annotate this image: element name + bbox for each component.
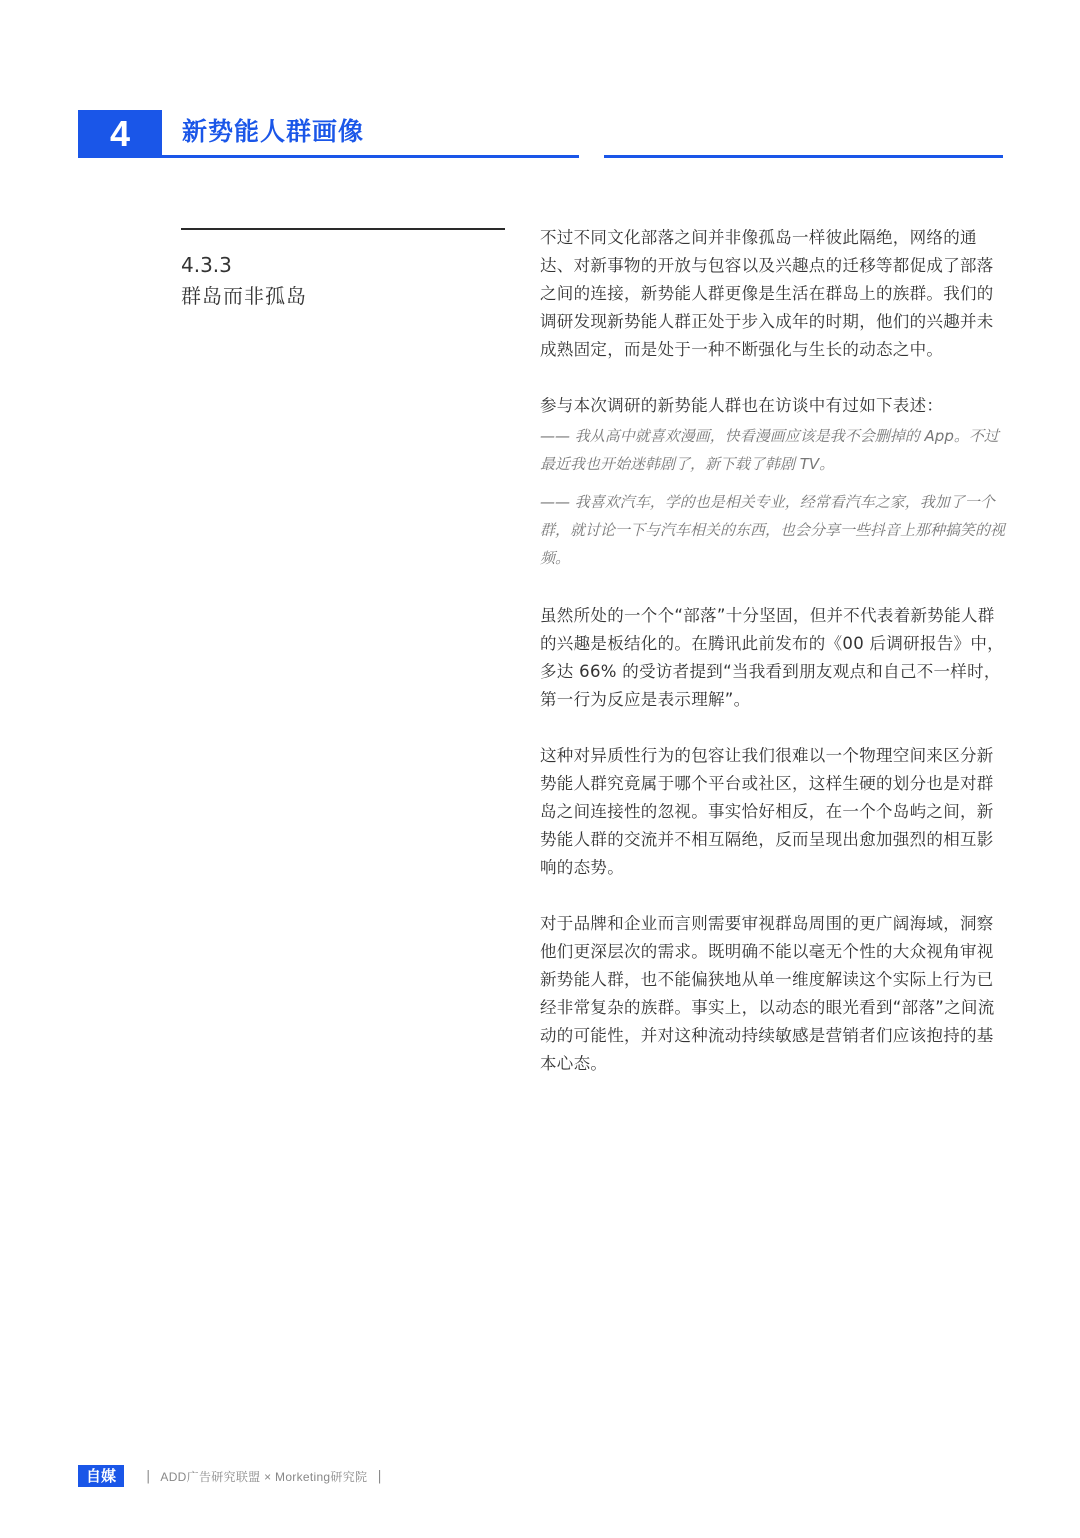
interview-quote-1: —— 我从高中就喜欢漫画，快看漫画应该是我不会删掉的 App。不过最近我也开始迷韩剧了，新下载了韩剧 TV。 bbox=[540, 427, 999, 473]
page-footer bbox=[78, 1465, 382, 1487]
section-title: 群岛而非孤岛 bbox=[181, 284, 307, 308]
header-rule-right bbox=[604, 155, 1003, 158]
paragraph-5: 对于品牌和企业而言则需要审视群岛周围的更广阔海域，洞察他们更深层次的需求。既明确不能以毫无个性的大众视角审视新势能人群，也不能偏狭地从单一维度解读这个实际上行为已经非常复杂的族群。事实上，以动态的眼光看到“部落”之间流动的可能性，并对这种流动持续敏感是营销者们应该抱持的基本心态。 bbox=[540, 914, 995, 1073]
paragraph-1: 不过不同文化部落之间并非像孤岛一样彼此隔绝，网络的通达、对新事物的开放与包容以及兴趣点的迁移等都促成了部落之间的连接，新势能人群更像是生活在群岛上的族群。我们的调研发现新势能人群正处于步入成年的时期，他们的兴趣并未成熟固定，而是处于一种不断强化与生长的动态之中。 bbox=[540, 228, 994, 359]
body-column bbox=[540, 224, 1006, 1106]
paragraph-4: 这种对异质性行为的包容让我们很难以一个物理空间来区分新势能人群究竟属于哪个平台或社区，这样生硬的划分也是对群岛之间连接性的忽视。事实恰好相反，在一个个岛屿之间，新势能人群的交流并不相互隔绝，反而呈现出愈加强烈的相互影响的态势。 bbox=[540, 746, 994, 877]
section-number: 4.3.3 bbox=[181, 253, 232, 277]
footer-logo: 自媒 bbox=[78, 1465, 124, 1487]
section-rule bbox=[181, 228, 505, 230]
paragraph-3: 虽然所处的一个个“部落”十分坚固，但并不代表着新势能人群的兴趣是板结化的。在腾讯此前发布的《00 后调研报告》中，多达 66% 的受访者提到“当我看到朋友观点和自己不一样时，第一行为反应是表示理解”。 bbox=[540, 606, 1004, 709]
chapter-title: 新势能人群画像 bbox=[182, 117, 365, 146]
header-rule-left bbox=[162, 155, 579, 158]
footer-credit: ADD广告研究联盟 × Morketing研究院 bbox=[160, 1469, 368, 1484]
footer-separator-left: | bbox=[146, 1468, 151, 1484]
chapter-number-badge: 4 bbox=[78, 110, 162, 158]
interview-quote-2: —— 我喜欢汽车，学的也是相关专业，经常看汽车之家，我加了一个群，就讨论一下与汽车相关的东西，也会分享一些抖音上那种搞笑的视频。 bbox=[540, 493, 1006, 567]
interview-intro: 参与本次调研的新势能人群也在访谈中有过如下表述： bbox=[540, 396, 944, 415]
footer-separator-right: | bbox=[377, 1468, 382, 1484]
